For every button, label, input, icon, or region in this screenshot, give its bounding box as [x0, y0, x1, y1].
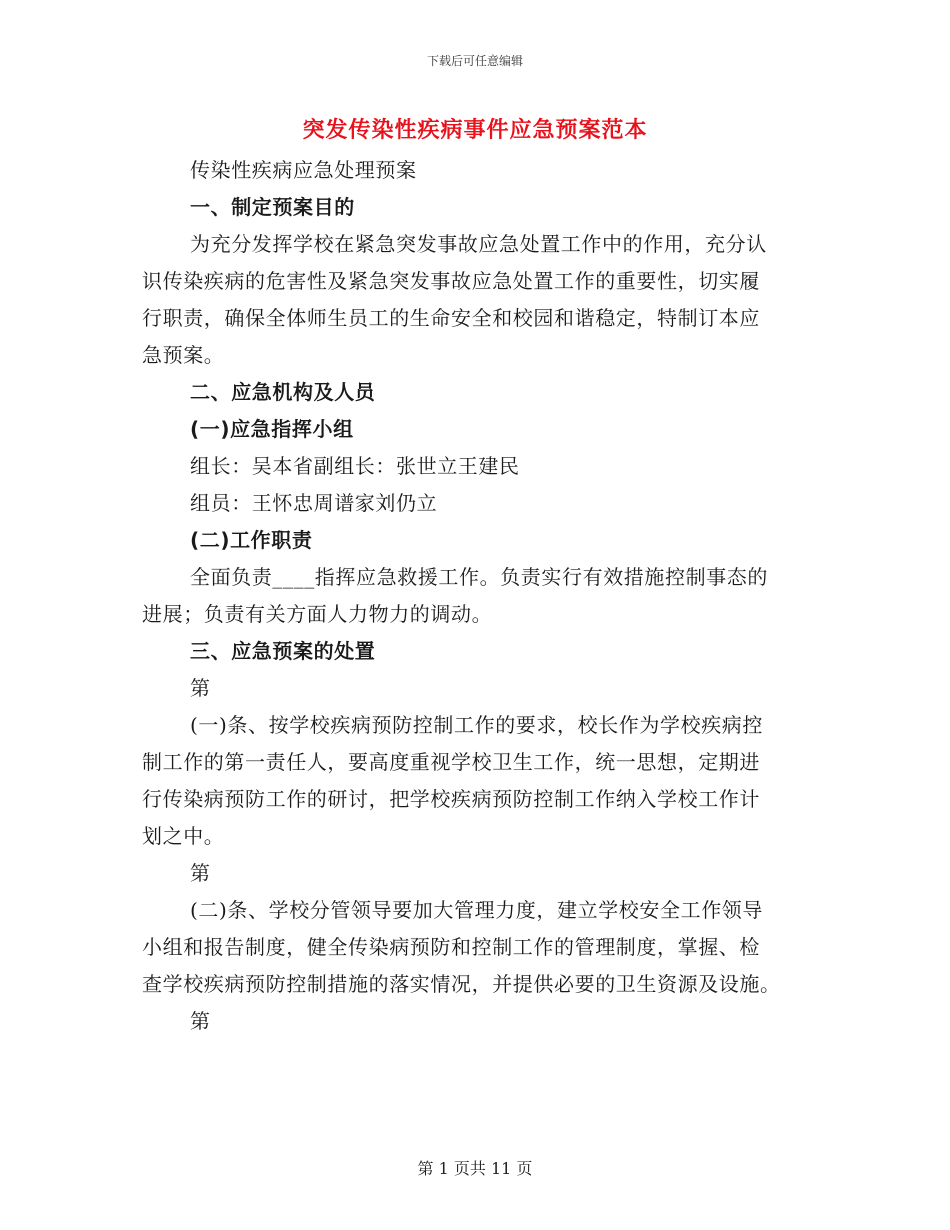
paragraph-line: 进展；负责有关方面人力物力的调动。: [142, 602, 493, 626]
paragraph-line: (二)条、学校分管领导要加大管理力度，建立学校安全工作领导: [190, 898, 764, 922]
paragraph-line: 识传染疾病的危害性及紧急突发事故应急处置工作的重要性，切实履: [142, 269, 760, 293]
subsection-heading: (二)工作职责: [190, 528, 313, 552]
paragraph-line: 小组和报告制度，健全传染病预防和控制工作的管理制度，掌握、检: [142, 935, 760, 959]
section-heading-2: 二、应急机构及人员: [190, 380, 376, 404]
paragraph-line: 行职责，确保全体师生员工的生命安全和校园和谐稳定，特制订本应: [142, 306, 760, 330]
paragraph-line: 划之中。: [142, 824, 225, 848]
document-title: 突发传染性疾病事件应急预案范本: [302, 117, 648, 143]
article-marker: 第: [190, 861, 211, 885]
section-heading-1: 一、制定预案目的: [190, 195, 355, 219]
section-heading-3: 三、应急预案的处置: [190, 639, 376, 663]
subtitle: 传染性疾病应急处理预案: [190, 158, 417, 182]
page-footer: 第 1 页共 11 页: [417, 1159, 533, 1178]
subsection-heading: (一)应急指挥小组: [190, 417, 354, 441]
paragraph-line: 制工作的第一责任人，要高度重视学校卫生工作，统一思想，定期进: [142, 750, 760, 774]
paragraph-line: 全面负责____指挥应急救援工作。负责实行有效措施控制事态的: [190, 565, 768, 589]
document-body: [142, 152, 812, 1040]
paragraph-line: 组长：吴本省副组长：张世立王建民: [190, 454, 520, 478]
article-marker: 第: [190, 676, 211, 700]
article-marker: 第: [190, 1009, 211, 1033]
paragraph-line: 查学校疾病预防控制措施的落实情况，并提供必要的卫生资源及设施。: [142, 972, 781, 996]
header-note: 下载后可任意编辑: [426, 54, 523, 68]
paragraph-line: (一)条、按学校疾病预防控制工作的要求，校长作为学校疾病控: [190, 713, 764, 737]
paragraph-line: 组员：王怀忠周谱家刘仍立: [190, 491, 438, 515]
paragraph-line: 行传染病预防工作的研讨，把学校疾病预防控制工作纳入学校工作计: [142, 787, 760, 811]
paragraph-line: 为充分发挥学校在紧急突发事故应急处置工作中的作用，充分认: [190, 232, 767, 256]
paragraph-line: 急预案。: [142, 343, 225, 367]
